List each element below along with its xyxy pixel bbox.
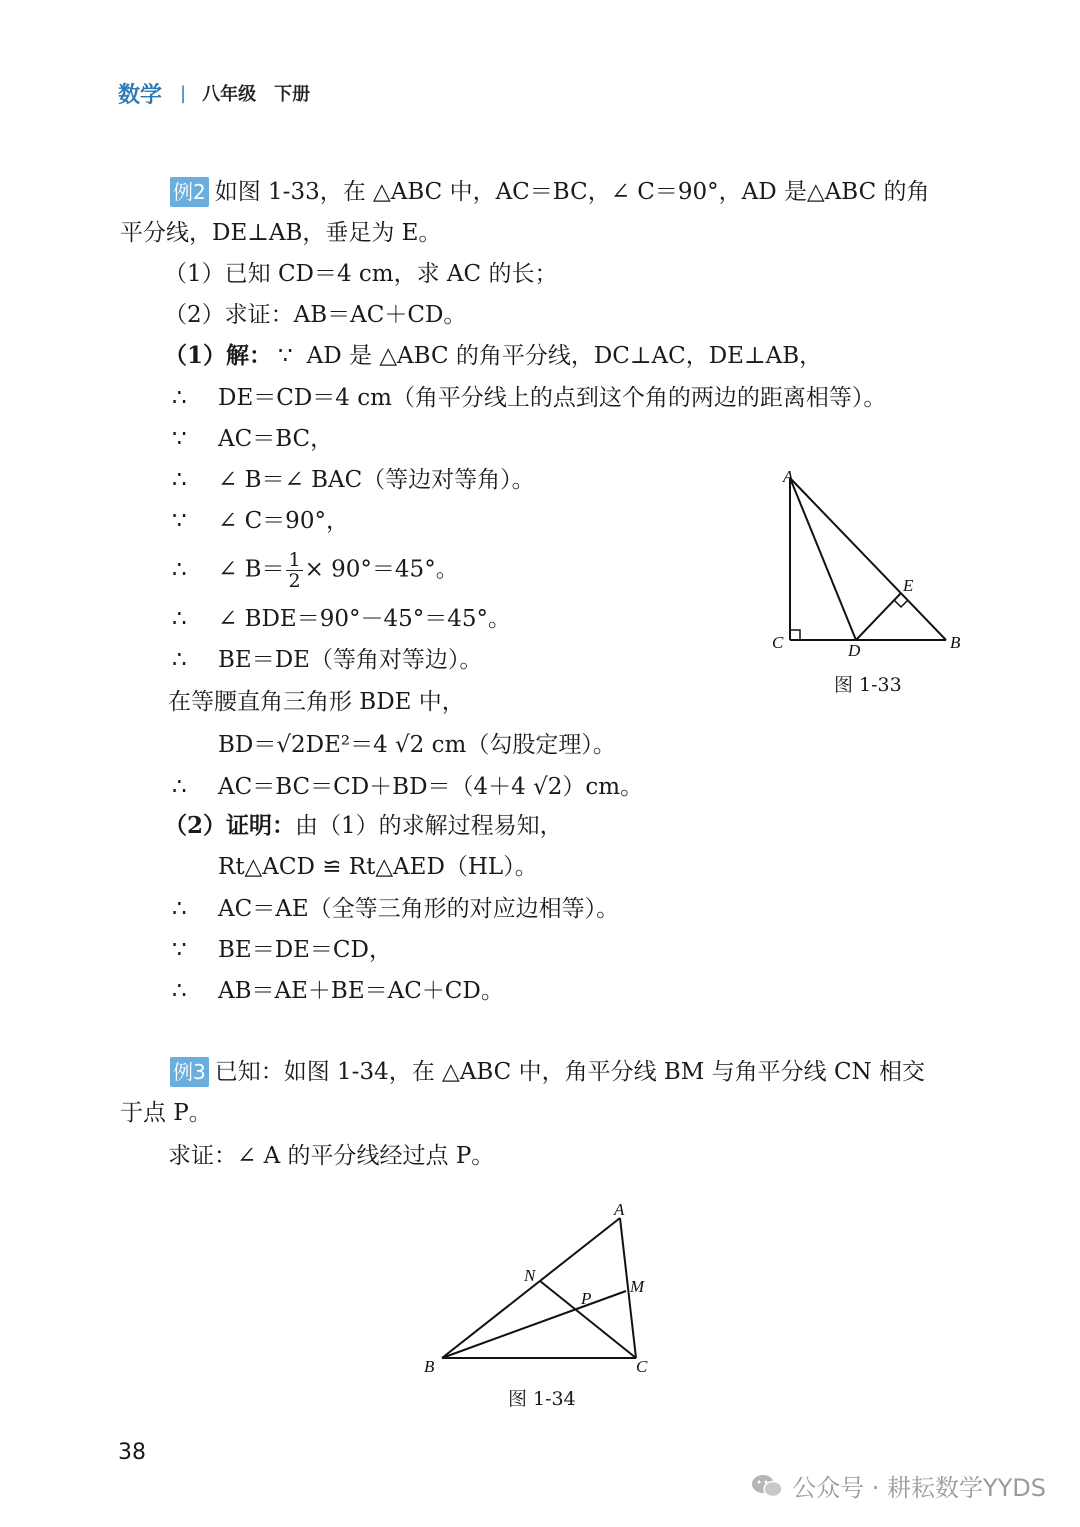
figure-1-33-caption: 图 1-33 xyxy=(834,674,902,696)
solution1-first-line: （1）解： ∵ AD 是 △ABC 的角平分线，DC⊥AC，DE⊥AB， xyxy=(164,342,823,369)
header-volume: 下册 xyxy=(274,84,311,105)
bisector-bm xyxy=(442,1291,626,1358)
solution-step: ∴ BE＝DE（等角对等边）。 xyxy=(172,647,483,673)
header-separator: | xyxy=(180,82,187,104)
label-a: A xyxy=(783,467,794,486)
solution2-first-line: （2）证明：由（1）的求解过程易知， xyxy=(164,812,563,839)
watermark-text: 公众号 · 耕耘数学YYDS xyxy=(792,1474,1046,1502)
label-c: C xyxy=(636,1357,648,1376)
right-angle-e xyxy=(894,600,908,607)
solution-step: ∵ ∠ C＝90°， xyxy=(172,508,349,534)
example2-question-2: （2）求证：AB＝AC＋CD。 xyxy=(164,302,467,328)
page-number: 38 xyxy=(118,1440,146,1465)
example3-line-2: 于点 P。 xyxy=(120,1100,212,1126)
figure-1-33 xyxy=(760,462,980,662)
wechat-icon xyxy=(750,1472,784,1500)
page-header xyxy=(118,78,328,108)
segment-ad xyxy=(790,478,856,640)
example2-badge: 例2 xyxy=(170,177,209,207)
example2-line-2: 平分线，DE⊥AB，垂足为 E。 xyxy=(120,220,442,246)
segment-ab xyxy=(790,478,946,640)
label-d: D xyxy=(848,641,861,660)
solution-step: ∴ AB＝AE＋BE＝AC＋CD。 xyxy=(172,978,504,1004)
fraction-one-half: $\frac{1}{2}$ xyxy=(288,549,301,592)
example2-line-1: 例2 如图 1-33，在 △ABC 中，AC＝BC，∠ C＝90°，AD 是△ABC 的角 xyxy=(170,176,930,208)
solution-step: ∵ AC＝BC， xyxy=(172,426,334,452)
watermark xyxy=(750,1468,1046,1503)
solution2-label: （2）证明： xyxy=(164,812,296,839)
label-e: E xyxy=(903,576,914,595)
solution-step: ∴ AC＝AE（全等三角形的对应边相等）。 xyxy=(172,896,620,922)
segment-ba xyxy=(442,1218,620,1358)
bd-line: BD＝√2DE²＝4 √2 cm（勾股定理）。 xyxy=(218,732,616,758)
figure-1-34-caption: 图 1-34 xyxy=(508,1388,576,1410)
label-p: P xyxy=(581,1289,592,1308)
example3-line-3: 求证：∠ A 的平分线经过点 P。 xyxy=(168,1143,495,1169)
solution-step: ∴ ∠ BDE＝90°－45°＝45°。 xyxy=(172,606,512,632)
example2-question-1: （1）已知 CD＝4 cm，求 AC 的长； xyxy=(164,261,558,287)
label-b: B xyxy=(424,1357,435,1376)
solution-step: ∴ AC＝BC＝CD＋BD＝（4＋4 √2）cm。 xyxy=(172,774,644,800)
label-c: C xyxy=(772,633,784,652)
label-m: M xyxy=(630,1277,645,1296)
solution-step: ∴ ∠ B＝∠ BAC（等边对等角）。 xyxy=(172,467,535,493)
header-grade: 八年级 xyxy=(202,84,257,105)
right-angle-c xyxy=(790,630,800,640)
solution1-label: （1）解： xyxy=(164,342,273,369)
label-a: A xyxy=(614,1200,625,1219)
label-b: B xyxy=(950,633,961,652)
example3-badge: 例3 xyxy=(170,1057,209,1087)
because-symbol: ∵ xyxy=(278,343,293,369)
figure-1-34 xyxy=(418,1196,668,1386)
isosceles-line: 在等腰直角三角形 BDE 中， xyxy=(168,689,465,715)
example3-line-1: 例3 已知：如图 1-34，在 △ABC 中，角平分线 BM 与角平分线 CN 相交 xyxy=(170,1056,925,1088)
congruent-line: Rt△ACD ≌ Rt△AED（HL）。 xyxy=(218,854,538,880)
solution-step-fraction: ∴ ∠ B＝ $\frac{1}{2}$ × 90°＝45°。 xyxy=(172,549,459,592)
solution-step: ∵ BE＝DE＝CD， xyxy=(172,937,392,963)
label-n: N xyxy=(524,1266,536,1285)
solution-step: ∴ DE＝CD＝4 cm（角平分线上的点到这个角的两边的距离相等）。 xyxy=(172,385,887,411)
header-subject: 数学 xyxy=(118,82,163,108)
